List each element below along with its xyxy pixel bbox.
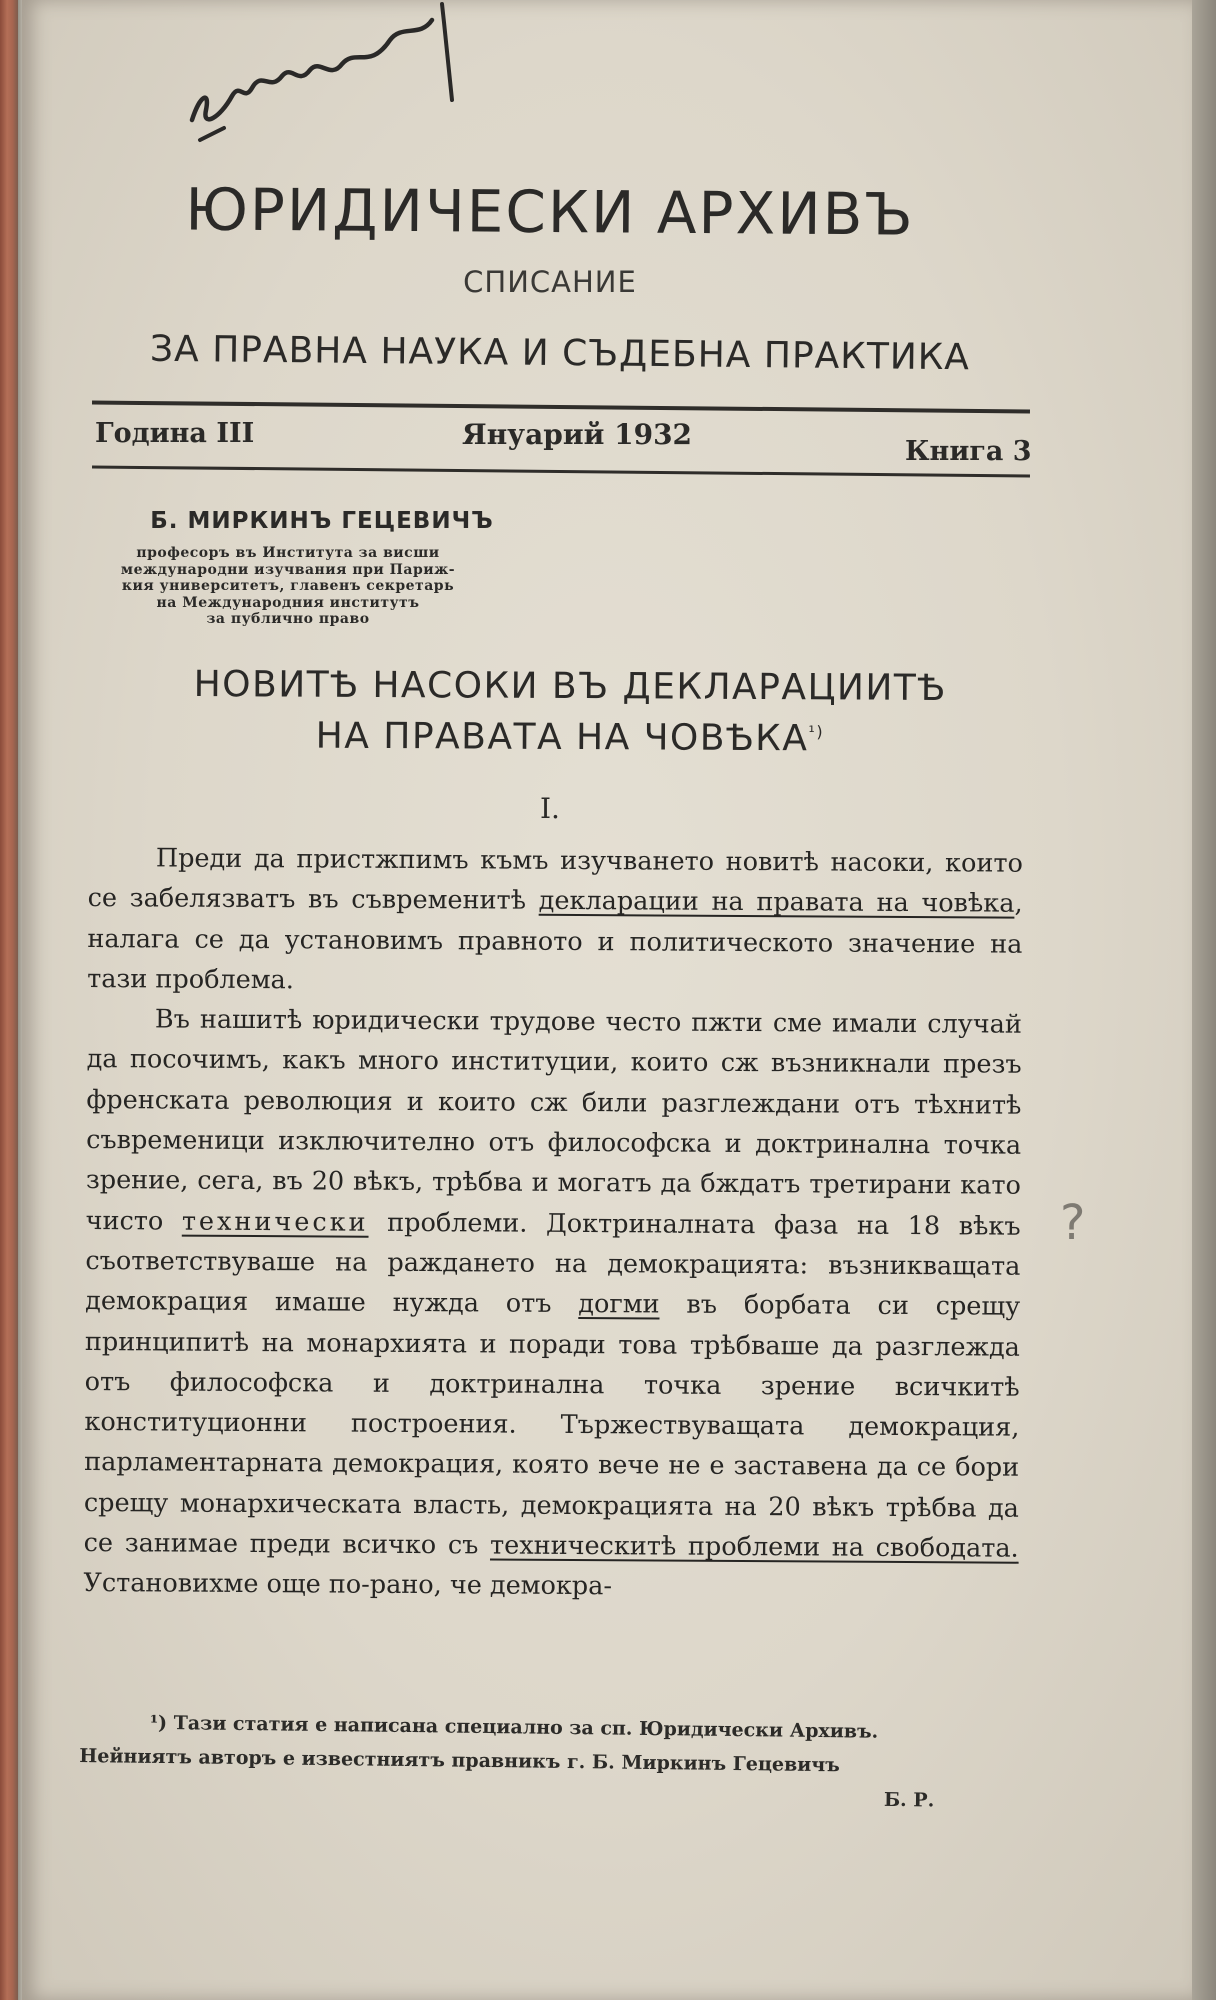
text-run: , налага се да установимъ правното и политическото значение на тази проблема. <box>87 888 1023 996</box>
article-title <box>140 663 1000 763</box>
journal-tagline: ЗА ПРАВНА НАУКА И СЪДЕБНА ПРАКТИКА <box>149 328 971 379</box>
issue-date: Януарий 1932 <box>462 418 693 451</box>
underlined-text: декларации на правата на човѣка <box>538 886 1015 919</box>
text-run: Установихме още по-рано, че демокра- <box>83 1568 613 1602</box>
underlined-text: технически <box>181 1206 369 1238</box>
footnote <box>79 1705 1040 1819</box>
paragraph-2 <box>83 999 1022 1609</box>
footnote-line-2: Нейниятъ авторъ е известниятъ правникъ г. Б. Миркинъ Гецевичъ <box>79 1744 840 1777</box>
author-affiliation <box>88 545 488 628</box>
footnote-line-1: ¹) Тази статия е написана специално за сп. Юридически Архивъ. <box>149 1711 879 1743</box>
book-spine <box>0 0 18 2000</box>
author-note-line: за публично право <box>206 611 370 627</box>
text-run: Преди да пристжпимъ къмъ изучването новитѣ насоки, които се забелязватъ въ съвременитѣ <box>87 843 1023 917</box>
author-note-line: професоръ въ Института за висши <box>136 545 440 561</box>
text-run: Въ нашитѣ юридически трудове често пжти сме имали случай да посочимъ, какъ много институции, които сж възникнали презъ френската революция и които сж били разглеждани отъ тѣхнитѣ съвременици изключително отъ философска и доктринална точка зрение, сега, въ 20 вѣкъ, трѣбва и могатъ да бждатъ третирани като чисто <box>85 1004 1022 1237</box>
journal-title: ЮРИДИЧЕСКИ АРХИВЪ <box>185 175 915 249</box>
footnote-mark: ¹) <box>808 722 825 742</box>
section-number: I. <box>540 792 560 825</box>
author-note-line: на Международния институтъ <box>156 594 420 611</box>
footnote-initials: Б. Р. <box>883 1788 935 1812</box>
issue-year: Година III <box>95 418 255 449</box>
journal-subtitle: СПИСАНИЕ <box>463 265 637 299</box>
article-body <box>83 838 1023 1609</box>
underlined-text: техническитѣ проблеми на свободата. <box>489 1530 1019 1564</box>
text-run: въ борбата си срещу принципитѣ на монархията и поради това трѣбваше да разглежда отъ философска и доктринална точка зрение всичкитѣ конституционни построения. Тържествуващата демокрация, парламентарната демокрация, която вече не е заставена да се бори срещу монархическата власть, демокрацията на 20 вѣкъ трѣбва да се занимае преди всичко съ <box>83 1289 1021 1561</box>
article-title-line2-wrap <box>140 707 1000 763</box>
issue-book: Книга 3 <box>905 436 1032 467</box>
author-note-line: кия университетъ, главенъ секретарь <box>121 578 455 594</box>
handwritten-signature <box>180 0 480 170</box>
article-title-line2: НА ПРАВАТА НА ЧОВѢКА <box>315 715 809 760</box>
article-title-line1: НОВИТѢ НАСОКИ ВЪ ДЕКЛАРАЦИИТѢ <box>193 664 947 709</box>
underlined-text: догми <box>578 1289 660 1320</box>
author-note-line: международни изучвания при Париж- <box>120 561 456 578</box>
paragraph-1 <box>87 838 1023 1005</box>
margin-question-mark: ? <box>1060 1195 1086 1251</box>
text-run: проблеми. Доктриналната фаза на 18 вѣкъ съответствуваше на раждането на демокрацията: възникващата демокрация имаше нужда отъ <box>85 1207 1021 1320</box>
author-name: Б. МИРКИНЪ ГЕЦЕВИЧЪ <box>150 508 494 534</box>
